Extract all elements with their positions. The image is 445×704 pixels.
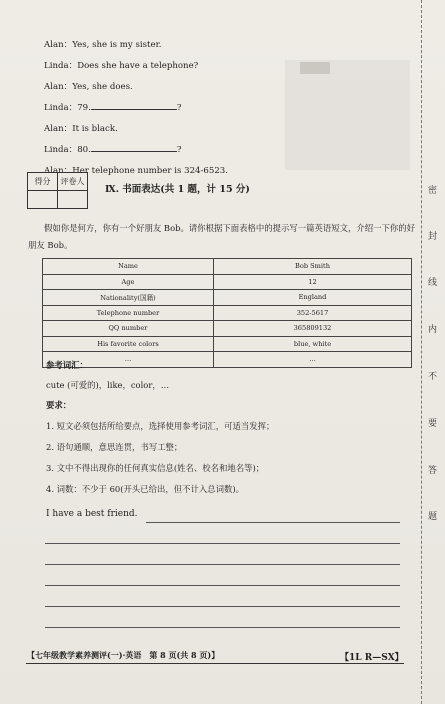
info-label-cell: QQ number [43,321,214,337]
question-mark: ? [176,145,182,155]
writing-line[interactable] [146,522,400,523]
reference-words: cute (可爱的)，like，color，… [46,380,170,390]
requirement-item: 4. 词数：不少于 60(开头已给出，但不计入总词数)。 [46,484,245,494]
info-value-cell: 352-5617 [214,305,412,321]
info-value-cell: 12 [214,274,412,290]
answer-blank-80[interactable] [91,151,177,152]
binding-notice-char: 内 [428,325,438,335]
bleed-through-shadow [300,62,330,74]
info-table [42,258,412,368]
section-title: Ⅸ. 书面表达(共 1 题，计 15 分) [105,184,250,195]
binding-notice-char: 答 [428,466,438,476]
answer-start-text: I have a best friend. [46,509,138,519]
info-table-row [43,321,412,337]
score-cell[interactable] [28,191,58,209]
dialogue-line: Alan：Yes, she does. [44,82,133,92]
dialogue-line: Alan：It is black. [44,124,118,134]
writing-line[interactable] [45,627,400,628]
info-value-cell: 365809132 [214,321,412,337]
requirement-item: 3. 文中不得出现你的任何真实信息(姓名、校名和地名等)； [46,463,265,473]
dialogue-line: Alan：Her telephone number is 324-6523. [44,166,229,176]
info-label-cell: … [43,352,214,368]
requirements-title: 要求： [46,400,72,410]
info-label-cell: His favorite colors [43,336,214,352]
requirement-item: 1. 短文必须包括所给要点，选择使用参考词汇，可适当发挥； [46,421,275,431]
info-label-cell: Nationality(国籍) [43,290,214,306]
binding-notice-char: 线 [428,278,438,288]
dialogue-question-80 [44,143,182,155]
info-label-cell: Age [43,274,214,290]
info-label-cell: Telephone number [43,305,214,321]
binding-notice-char: 题 [428,512,438,522]
info-table-row [43,305,412,321]
info-value-cell: … [214,352,412,368]
info-value-cell: blue, white [214,336,412,352]
info-value-cell: England [214,290,412,306]
question-mark: ? [176,103,182,113]
binding-notice-char: 密 [428,186,438,196]
dialogue-line: Linda：80. [44,145,91,155]
info-table-row [43,290,412,306]
binding-notice-char: 要 [428,419,438,429]
dialogue-line: Linda：Does she have a telephone? [44,61,199,71]
paper-code: 【1L R—SX】 [340,653,404,663]
writing-line[interactable] [45,543,400,544]
info-table-row [43,259,412,275]
dialogue-question-79 [44,101,182,113]
score-label: 得分 [28,173,58,191]
info-value-cell: Bob Smith [214,259,412,275]
writing-line[interactable] [45,606,400,607]
page-footer: 【七年级教学素养测评(一)·英语 第 8 页(共 8 页)】 [27,650,220,660]
writing-prompt: 假如你是何方，你有一个好朋友 Bob。请你根据下面表格中的提示写一篇英语短文，介绍一下你的好朋友 Bob。 [28,223,415,250]
score-box [27,172,88,209]
grader-label: 评卷人 [58,173,88,191]
info-table-row [43,336,412,352]
footer-rule [26,663,404,664]
reference-title: 参考词汇： [46,360,88,370]
info-label-cell: Name [43,259,214,275]
binding-notice-char: 不 [428,372,438,382]
grader-cell[interactable] [58,191,88,209]
binding-line [421,0,422,704]
requirement-item: 2. 语句通顺，意思连贯，书写工整； [46,442,183,452]
answer-blank-79[interactable] [91,109,177,110]
info-table-row [43,274,412,290]
dialogue-line: Alan：Yes, she is my sister. [44,40,162,50]
writing-line[interactable] [45,564,400,565]
writing-line[interactable] [45,585,400,586]
binding-notice-char: 封 [428,232,438,242]
bleed-through-shadow [285,60,410,170]
dialogue-line: Linda：79. [44,103,91,113]
